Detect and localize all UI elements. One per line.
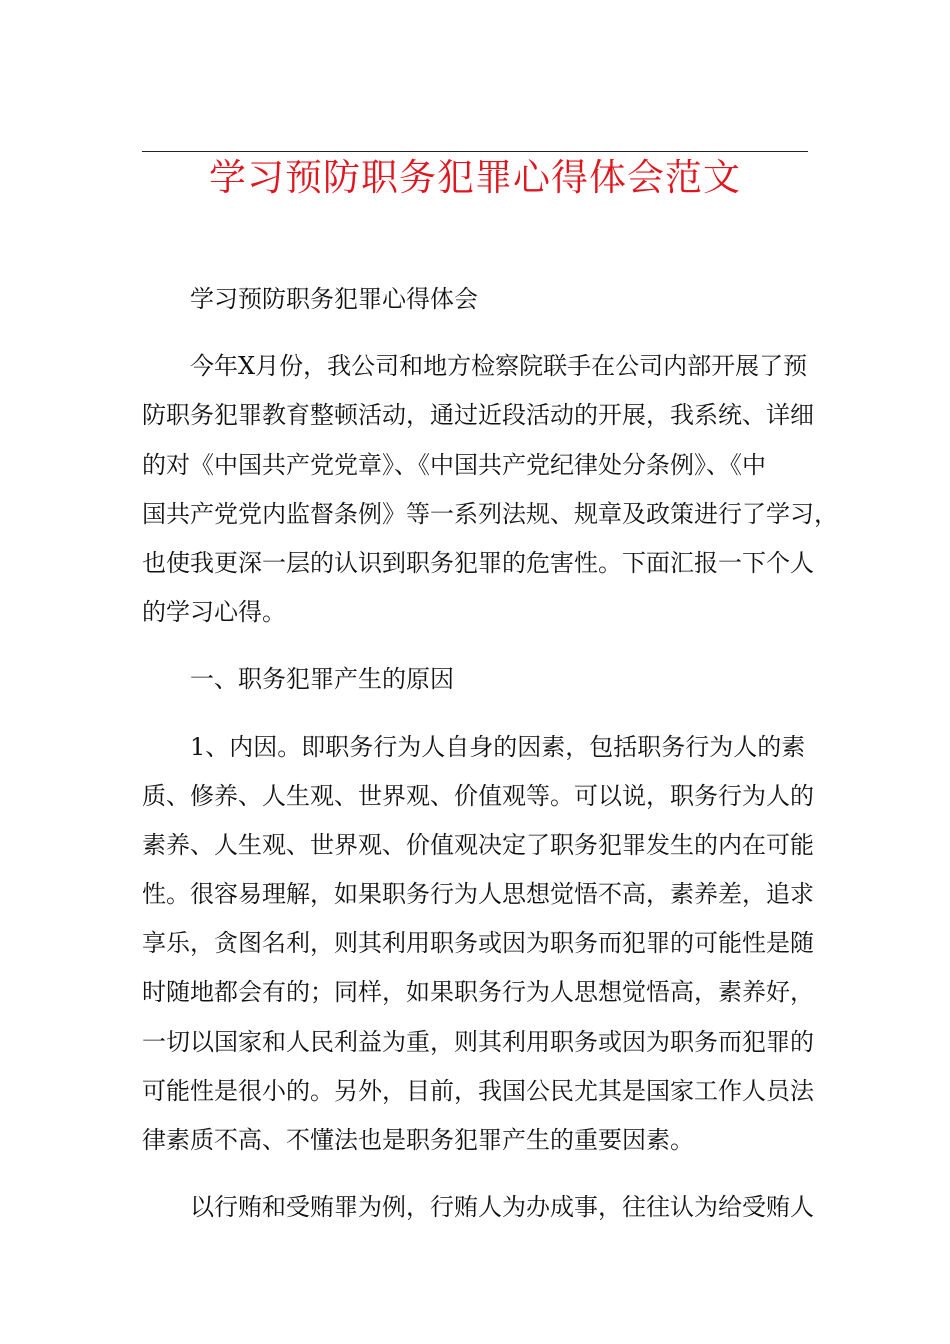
paragraph-line: 防职务犯罪教育整顿活动，通过近段活动的开展，我系统、详细 [142,401,814,430]
paragraph-gap [142,1165,810,1183]
subtitle-line: 学习预防职务犯罪心得体会 [190,285,478,313]
paragraph-line: 的学习心得。 [142,598,286,627]
paragraph-line: 享乐，贪图名利，则其利用职务或因为职务而犯罪的可能性是随 [142,929,814,958]
paragraph-line: 国共产党党内监督条例》等一系列法规、规章及政策进行了学习， [142,499,838,528]
paragraph-line: 性。很容易理解，如果职务行为人思想觉悟不高，素养差，追求 [142,880,814,909]
title-rule [142,151,808,152]
paragraph-gap [142,705,810,723]
paragraph-gap [142,324,810,342]
paragraph-line: 的对《中国共产党党章》、《中国共产党纪律处分条例》、《中 [142,450,766,479]
paragraph-line: 律素质不高、不懂法也是职务犯罪产生的重要因素。 [142,1126,694,1154]
paragraph-line: 时随地都会有的；同样，如果职务行为人思想觉悟高，素养好， [142,978,814,1007]
section-heading: 一、职务犯罪产生的原因 [190,665,454,694]
document-title: 学习预防职务犯罪心得体会范文 [209,156,741,199]
paragraph-line: 也使我更深一层的认识到职务犯罪的危害性。下面汇报一下个人 [142,548,814,577]
paragraph-line: 素养、人生观、世界观、价值观决定了职务犯罪发生的内在可能 [142,830,814,859]
paragraph-line: 今年X月份，我公司和地方检察院联手在公司内部开展了预 [190,352,808,381]
paragraph-line: 1、内因。即职务行为人自身的因素，包括职务行为人的素 [190,732,806,761]
paragraph-line: 质、修养、人生观、世界观、价值观等。可以说，职务行为人的 [142,781,814,810]
paragraph-line: 一切以国家和人民利益为重，则其利用职务或因为职务而犯罪的 [142,1027,814,1056]
document-body [142,275,838,1232]
paragraph-line: 可能性是很小的。另外，目前，我国公民尤其是国家工作人员法 [142,1076,814,1105]
paragraph-line: 以行贿和受贿罪为例，行贿人为办成事，往往认为给受贿人 [190,1193,814,1222]
paragraph-gap [142,637,810,655]
